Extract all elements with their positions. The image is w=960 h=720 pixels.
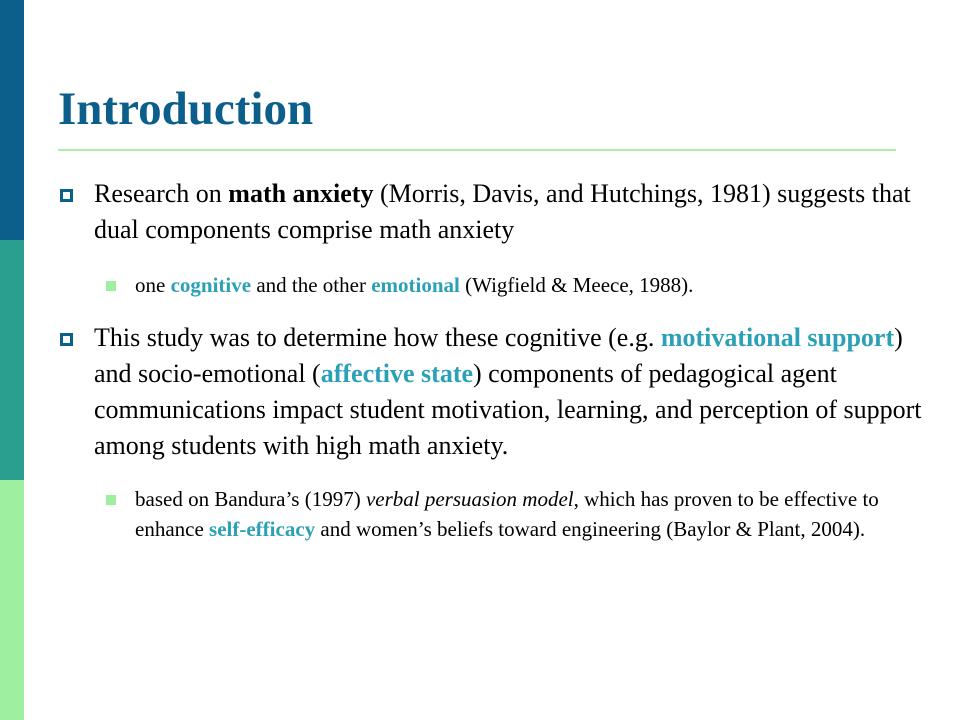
bullet-study-purpose xyxy=(58,320,938,464)
highlight-emotional: emotional xyxy=(371,273,460,297)
sub-bullet-text: (Wigfield & Meece, 1988). xyxy=(459,273,694,297)
bullet-text: This study was to determine how these cognitive (e.g. xyxy=(94,323,661,352)
bullet-text: ) and socio-emotional ( xyxy=(94,323,903,388)
sub-bullet-icon xyxy=(106,281,116,291)
highlight-self-efficacy: self-efficacy xyxy=(209,517,316,541)
highlight-cognitive: cognitive xyxy=(170,273,252,297)
slide-body xyxy=(58,176,938,544)
highlight-motivational-support: motivational support xyxy=(660,323,895,352)
bullet-text: Research on xyxy=(94,179,229,208)
accent-bar-middle xyxy=(0,240,24,480)
bullet-text: ) components of pedagogical agent communications impact student motivation, learning, and perception of support among students with high math anxiety. xyxy=(94,359,922,460)
sub-bullet-icon xyxy=(106,495,116,505)
sub-bullet-text: based on Bandura’s (1997) xyxy=(135,487,366,511)
sub-bullet-text: one xyxy=(135,273,171,297)
sub-bullet-bandura xyxy=(58,484,938,544)
sub-bullet-text: and women’s beliefs toward engineering (Baylor & Plant, 2004). xyxy=(315,517,866,541)
square-bullet-icon xyxy=(60,333,73,346)
bullet-text-bold: math anxiety xyxy=(228,179,374,208)
italic-verbal-persuasion: verbal persuasion model xyxy=(365,487,574,511)
accent-bar-top xyxy=(0,0,24,240)
title-underline xyxy=(58,149,896,151)
bullet-research xyxy=(58,176,938,248)
slide-title: Introduction xyxy=(58,83,314,135)
bullet-text: (Morris, Davis, and Hutchings, 1981) suggests that dual components comprise math anxiety xyxy=(94,179,911,244)
highlight-affective-state: affective state xyxy=(320,359,474,388)
sub-bullet-text: , which has proven to be effective to enhance xyxy=(135,487,879,541)
sub-bullet-text: and the other xyxy=(251,273,372,297)
accent-bar-bottom xyxy=(0,480,24,720)
sub-bullet-components xyxy=(58,270,938,300)
square-bullet-icon xyxy=(60,189,73,202)
